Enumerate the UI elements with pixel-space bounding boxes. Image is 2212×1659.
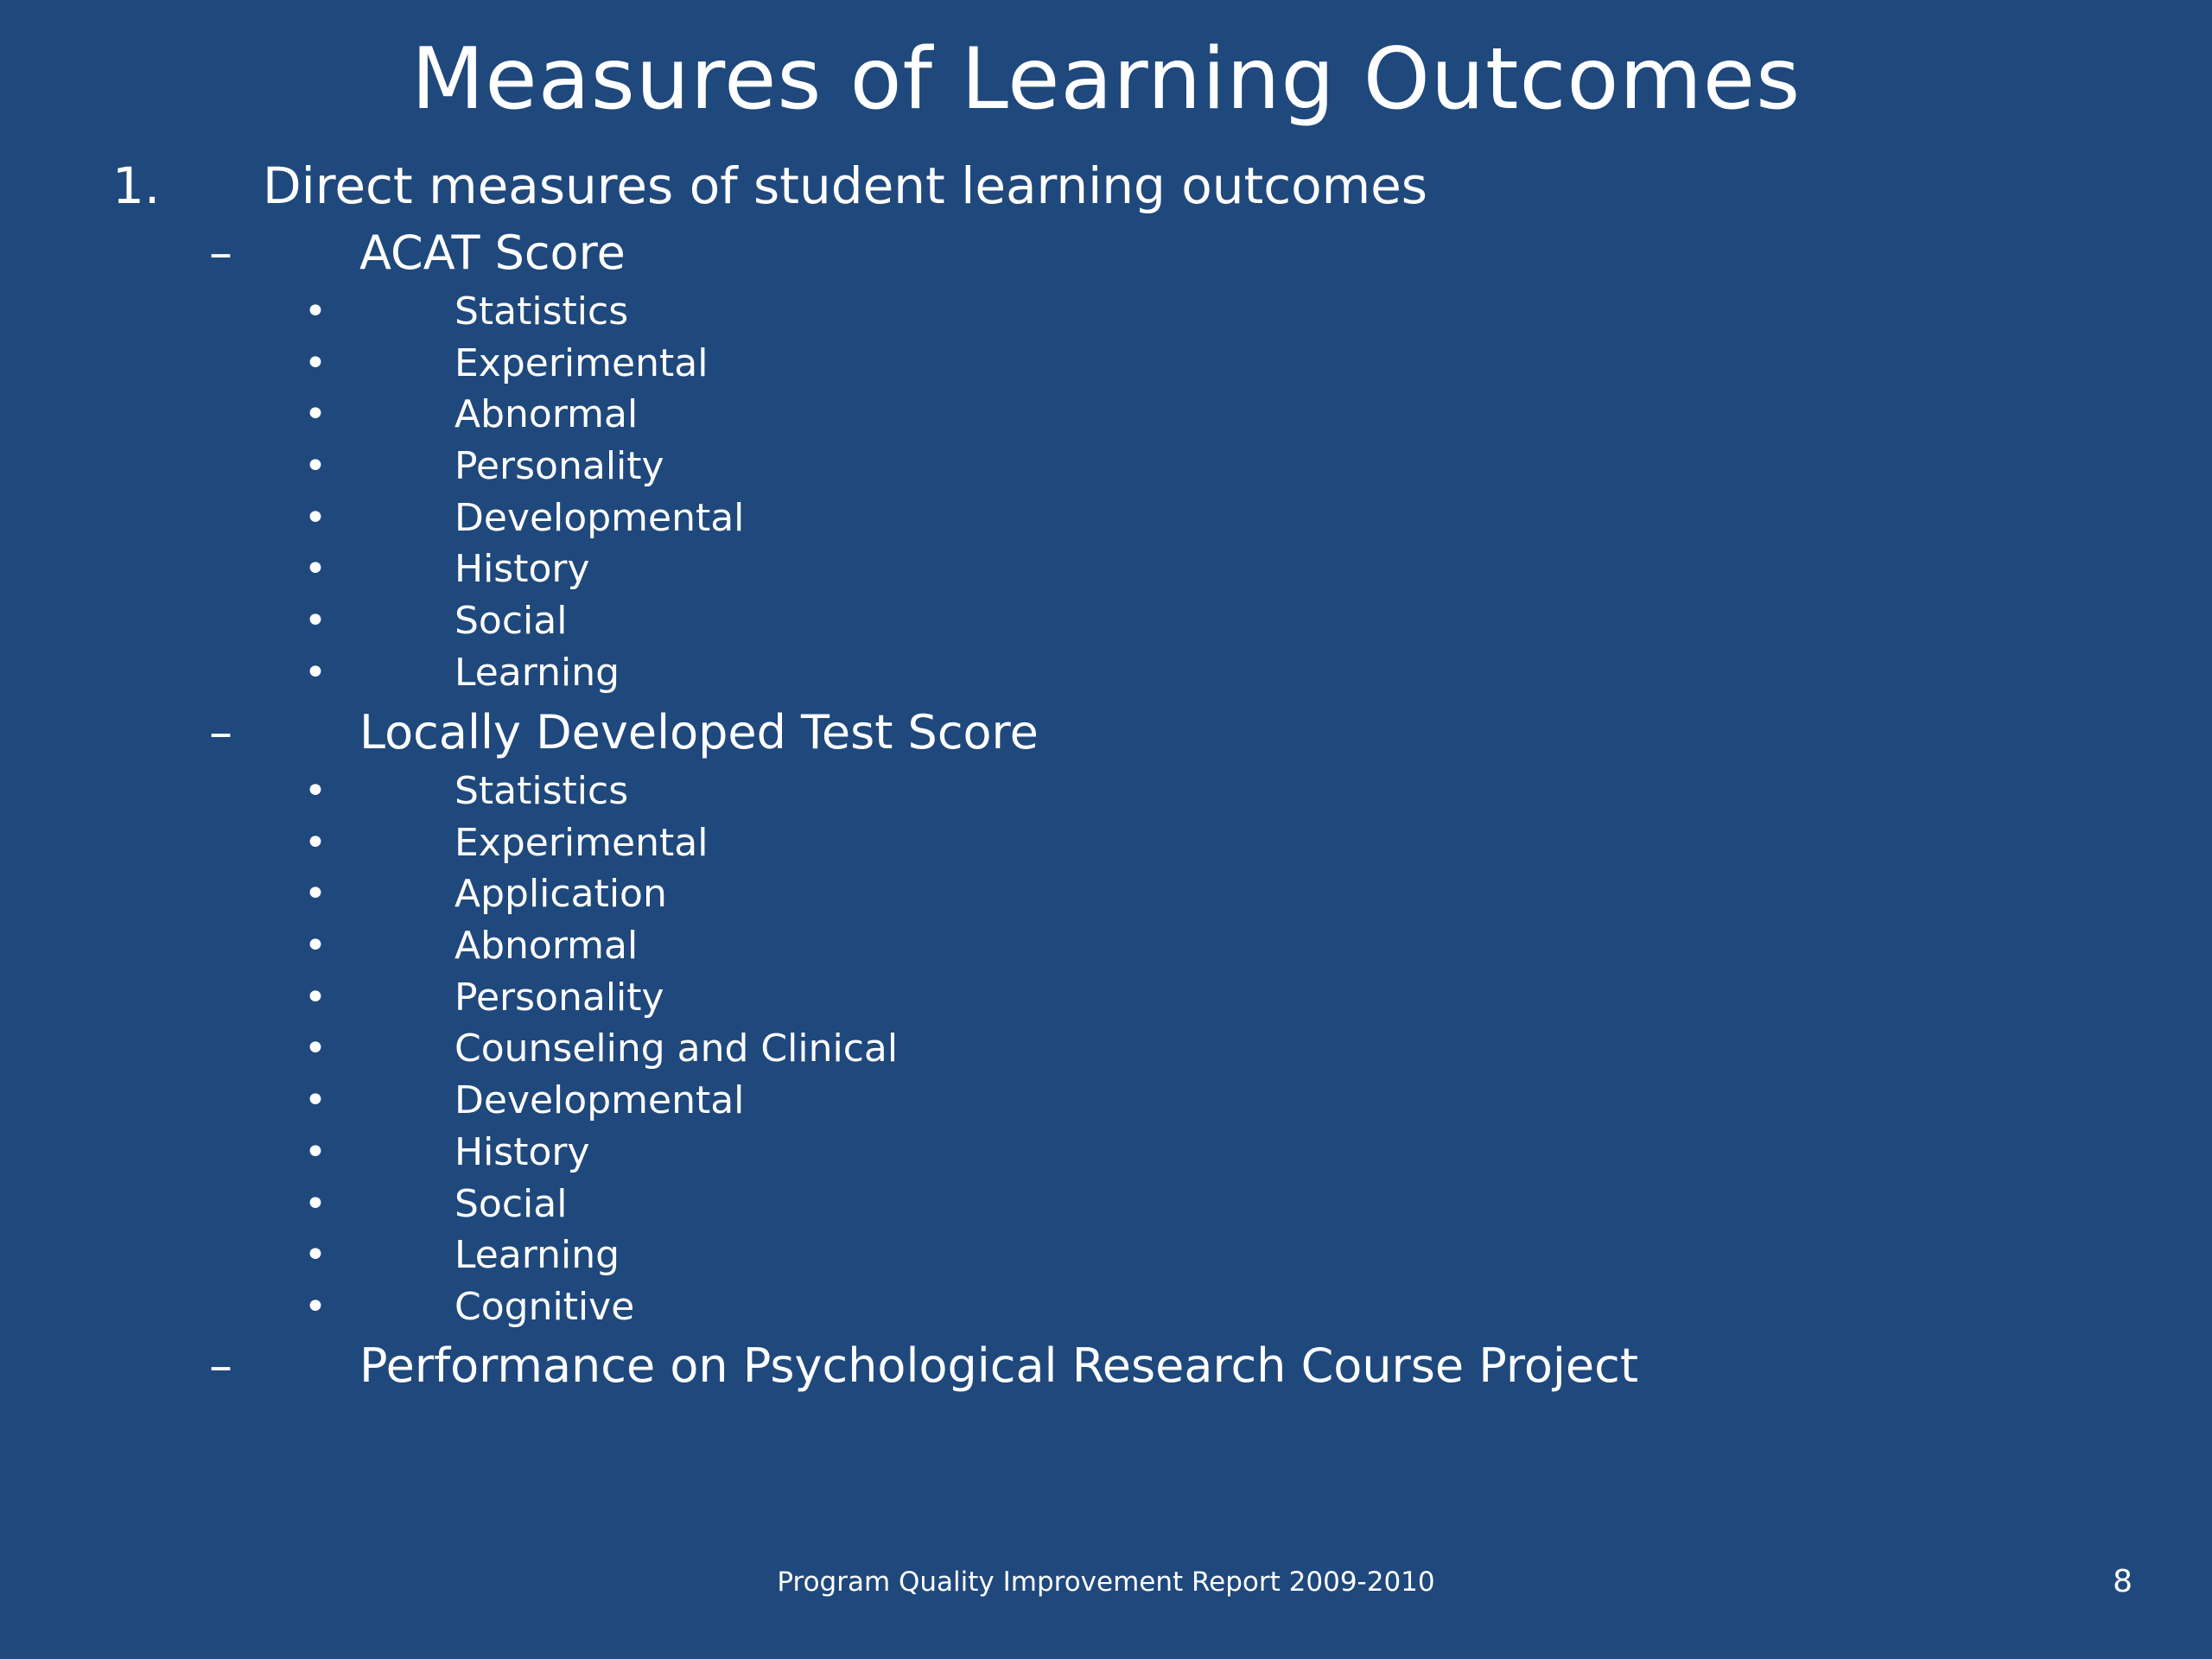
list-item-text: Experimental [454,820,709,865]
list-item-text: Developmental [454,1078,745,1123]
list-item [0,441,2074,493]
list-item-text: Learning [454,1233,620,1278]
bullet-list [0,286,2074,699]
list-item-text: Experimental [454,340,709,385]
bullet-icon: • [304,547,327,592]
list-item [0,1127,2074,1179]
bullet-icon: • [304,289,327,334]
list-item [0,338,2074,390]
section-acat-score [0,220,2074,699]
list-item [0,817,2074,869]
list-item [0,286,2074,338]
list-item [0,972,2074,1024]
list-item [0,1075,2074,1127]
footer-text: Program Quality Improvement Report 2009-2010 [777,1567,1435,1598]
level1-item [0,147,2074,225]
bullet-icon: • [304,769,327,813]
bullet-icon: • [304,1129,327,1174]
list-item-text: Learning [454,650,620,695]
list-item [0,595,2074,647]
level1-text: Direct measures of student learning outcomes [263,156,1428,215]
bullet-icon: • [304,924,327,969]
section-locally-developed-test-score [0,700,2074,1333]
section-heading-row [0,700,2074,766]
level1-number: 1. [112,156,161,215]
section-heading-row [0,1333,2074,1399]
bullet-icon: • [304,975,327,1020]
bullet-icon: • [304,1027,327,1071]
bullet-icon: • [304,1284,327,1329]
list-item-text: Personality [454,444,664,489]
list-item-text: Abnormal [454,392,639,437]
bullet-icon: • [304,340,327,385]
section-heading: Locally Developed Test Score [359,705,1039,760]
page-number: 8 [2113,1564,2133,1599]
bullet-icon: • [304,599,327,644]
list-item [0,389,2074,441]
list-item-text: Application [454,872,667,917]
section-research-project [0,1333,2074,1399]
list-item-text: Personality [454,975,664,1020]
list-item-text: Cognitive [454,1284,635,1329]
dash-marker: – [209,226,232,280]
section-heading-row [0,220,2074,286]
list-item [0,493,2074,544]
dash-marker: – [209,1338,232,1393]
bullet-list [0,766,2074,1333]
bullet-icon: • [304,872,327,917]
list-item-text: History [454,547,590,592]
dash-marker: – [209,705,232,760]
section-heading: Performance on Psychological Research Course Project [359,1338,1639,1393]
list-item [0,766,2074,817]
slide-title: Measures of Learning Outcomes [410,30,1802,129]
list-item-text: Statistics [454,289,629,334]
list-item-text: Social [454,1181,568,1226]
bullet-icon: • [304,495,327,540]
bullet-icon: • [304,1078,327,1123]
list-item [0,868,2074,920]
list-item-text: Social [454,599,568,644]
bullet-icon: • [304,1233,327,1278]
list-item [0,543,2074,595]
bullet-icon: • [304,392,327,437]
list-item-text: Abnormal [454,924,639,969]
list-item-text: History [454,1129,590,1174]
list-item-text: Developmental [454,495,745,540]
section-heading: ACAT Score [359,226,626,280]
list-item [0,647,2074,699]
bullet-icon: • [304,650,327,695]
list-item [0,1179,2074,1230]
list-item-text: Statistics [454,769,629,813]
bullet-icon: • [304,1181,327,1226]
list-item [0,1230,2074,1281]
list-item [0,920,2074,972]
bullet-icon: • [304,444,327,489]
list-item [0,1281,2074,1333]
bullet-icon: • [304,820,327,865]
list-item [0,1023,2074,1075]
list-item-text: Counseling and Clinical [454,1027,899,1071]
